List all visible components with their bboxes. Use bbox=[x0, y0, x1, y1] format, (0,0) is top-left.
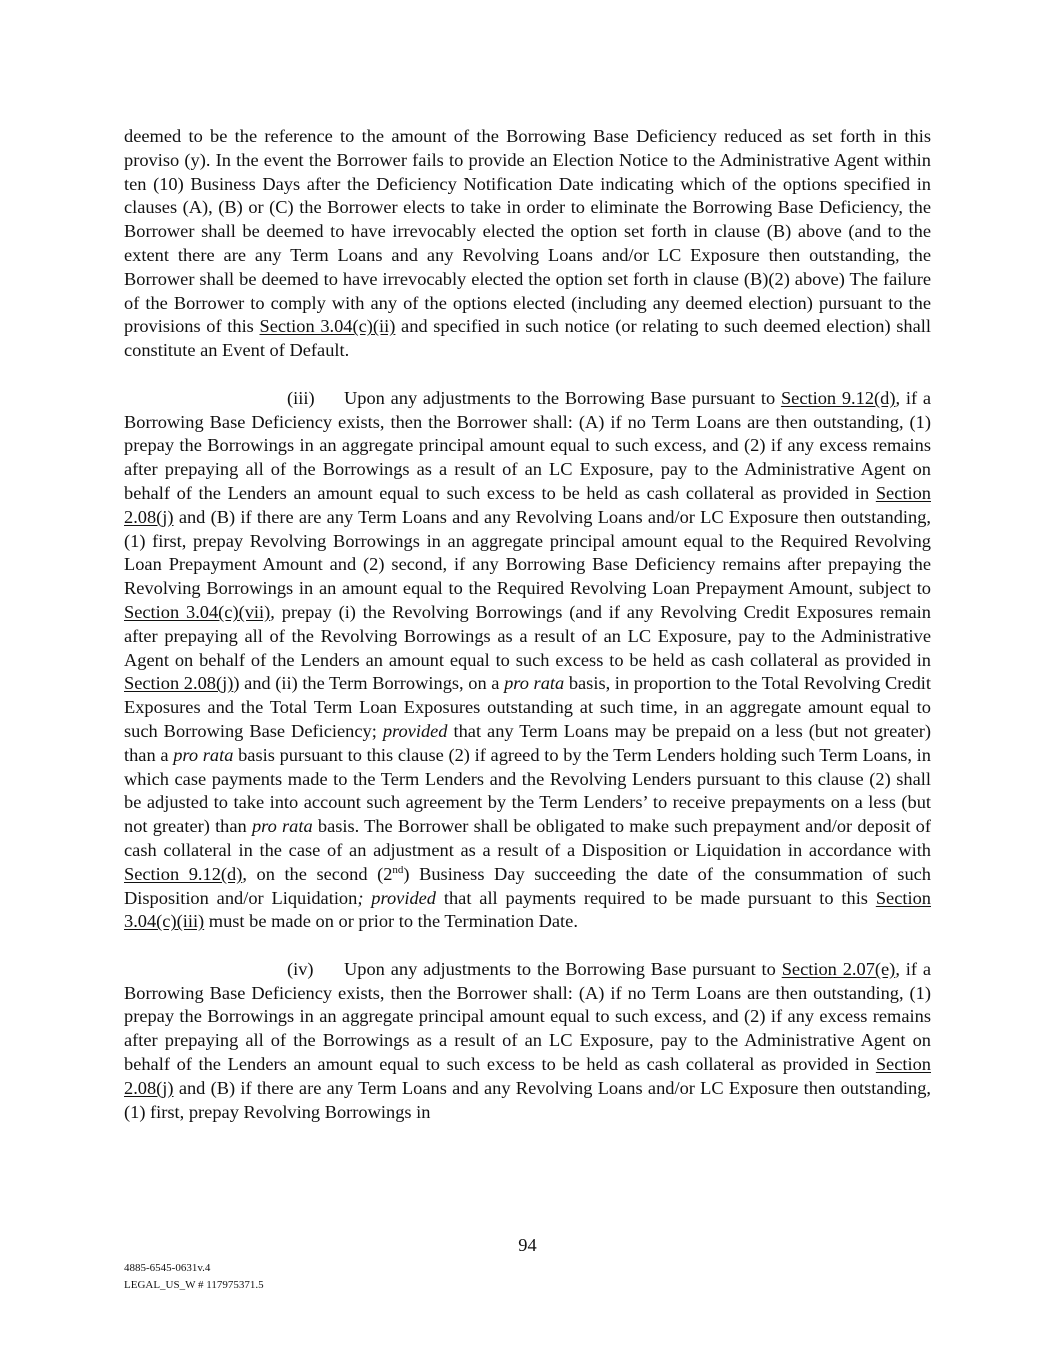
text-run: ) Business Day succeeding the date of the consummation of such Disposition and/or Liquidation bbox=[124, 863, 931, 908]
section-reference: Section 2.07(e) bbox=[781, 958, 896, 979]
text-run: and (B) if there are any Term Loans and any Revolving Loans and/or LC Exposure then outstanding, (1) first, prepay Revolving Borrowings in an aggregate principal amount equal to the Required Revolving Loan Prepayment Amount and (2) second, if any Borrowing Base Deficiency remains after prepaying the Revolving Borrowings in an amount equal to the Required Revolving Loan Prepayment Amount, subject to bbox=[124, 506, 931, 599]
section-reference: Section 9.12(d) bbox=[780, 387, 896, 408]
italic-text: ; provided bbox=[357, 887, 436, 908]
text-run: deemed to be the reference to the amount of the Borrowing Base Deficiency reduced as set forth in this proviso (y). In the event the Borrower fails to provide an Election Notice to the Administrative Agent within ten (10) Business Days after the Deficiency Notification Date indicating which of the options specified in clauses (A), (B) or (C) the Borrower elects to take in order to eliminate the Borrowing Base Deficiency, the Borrower shall be deemed to have irrevocably elected the option set forth in clause (B) above (and to the extent there are any Term Loans and any Revolving Loans and/or LC Exposure then outstanding, the Borrower shall be deemed to have irrevocably elected the option set forth in clause (B)(2) above) The failure of the Borrower to comply with any of the options elected (including any deemed election) pursuant to the provisions of this bbox=[124, 126, 931, 337]
section-reference: Section 3.04(c)(iii) bbox=[124, 887, 931, 932]
text-run: , if a Borrowing Base Deficiency exists, then the Borrower shall: (A) if no Term Loans are then outstanding, (1) prepay the Borrowings in an aggregate principal amount equal to such excess, and (2) if any excess remains after prepaying all of the Borrowings as a result of an LC Exposure, pay to the Administrative Agent on behalf of the Lenders an amount equal to such excess to be held as cash collateral as provided in bbox=[124, 958, 931, 1075]
italic-text: pro rata bbox=[251, 816, 313, 837]
text-run: basis pursuant to this clause (2) if agreed to by the Term Lenders holding such Term Loans, in which case payments made to the Term Lenders and the Revolving Lenders pursuant to this clause (2) shall be adjusted to take into account such agreement by the Term Lenders’ to receive prepayments on a less (but not greater) than bbox=[124, 744, 931, 837]
numbered-paragraph bbox=[124, 387, 931, 934]
text-run: , if a Borrowing Base Deficiency exists, then the Borrower shall: (A) if no Term Loans are then outstanding, (1) prepay the Borrowings in an aggregate principal amount equal to such excess, and (2) if any excess remains after prepaying all of the Borrowings as a result of an LC Exposure, pay to the Administrative Agent on behalf of the Lenders an amount equal to such excess to be held as cash collateral as provided in bbox=[124, 387, 931, 503]
text-run: basis, in proportion to the Total Revolving Credit Exposures and the Total Term Loan Exposures outstanding at such time, in an aggregate amount equal to such Borrowing Base Deficiency; bbox=[124, 673, 931, 741]
section-reference: Section 9.12(d) bbox=[124, 863, 243, 884]
italic-text: pro rata bbox=[173, 744, 234, 765]
paragraph-number: (iv) bbox=[287, 958, 314, 979]
text-run: must be made on or prior to the Termination Date. bbox=[204, 911, 578, 932]
section-reference: Section 3.04(c)(ii) bbox=[259, 316, 396, 337]
text-run: and specified in such notice (or relating to such deemed election) shall constitute an Event of Default. bbox=[124, 316, 932, 361]
document-reference-id: 4885-6545-0631v.4 bbox=[124, 1262, 211, 1274]
text-run: basis. The Borrower shall be obligated to make such prepayment and/or deposit of cash collateral in the case of an adjustment as a result of a Disposition or Liquidation in accordance with bbox=[124, 816, 932, 860]
text-run: that all payments required to be made pursuant to this bbox=[436, 887, 876, 908]
section-reference: Section 2.08(j) bbox=[124, 482, 931, 527]
text-run: ) and (ii) the Term Borrowings, on a bbox=[233, 673, 505, 694]
text-run: and (B) if there are any Term Loans and any Revolving Loans and/or LC Exposure then outstanding, (1) first, prepay Revolving Borrowings in bbox=[124, 1077, 931, 1122]
numbered-paragraph bbox=[124, 958, 931, 1125]
text-run: Upon any adjustments to the Borrowing Base pursuant to bbox=[344, 958, 782, 979]
paragraph-number: (iii) bbox=[287, 387, 315, 408]
legal-reference-id: LEGAL_US_W # 117975371.5 bbox=[124, 1279, 264, 1291]
section-reference: Section 2.08(j) bbox=[124, 1054, 931, 1098]
continuation-paragraph bbox=[124, 125, 931, 363]
document-body bbox=[124, 125, 931, 1148]
text-run: Upon any adjustments to the Borrowing Base pursuant to bbox=[344, 387, 781, 408]
italic-text: provided bbox=[382, 720, 448, 741]
section-reference: Section 2.08(j) bbox=[124, 673, 234, 694]
text-run: , prepay (i) the Revolving Borrowings (and if any Revolving Credit Exposures remain after prepaying all of the Revolving Borrowings as a result of an LC Exposure, pay to the Administrative Agent on behalf of the Lenders an amount equal to such excess to be held as cash collateral as provided in bbox=[124, 601, 931, 670]
ordinal-superscript: nd bbox=[392, 863, 404, 876]
italic-text: pro rata bbox=[504, 673, 565, 694]
section-reference: Section 3.04(c)(vii) bbox=[124, 601, 271, 622]
text-run: that any Term Loans may be prepaid on a less (but not greater) than a bbox=[124, 720, 932, 765]
page-number: 94 bbox=[518, 1235, 537, 1255]
text-run: , on the second (2 bbox=[242, 863, 393, 884]
